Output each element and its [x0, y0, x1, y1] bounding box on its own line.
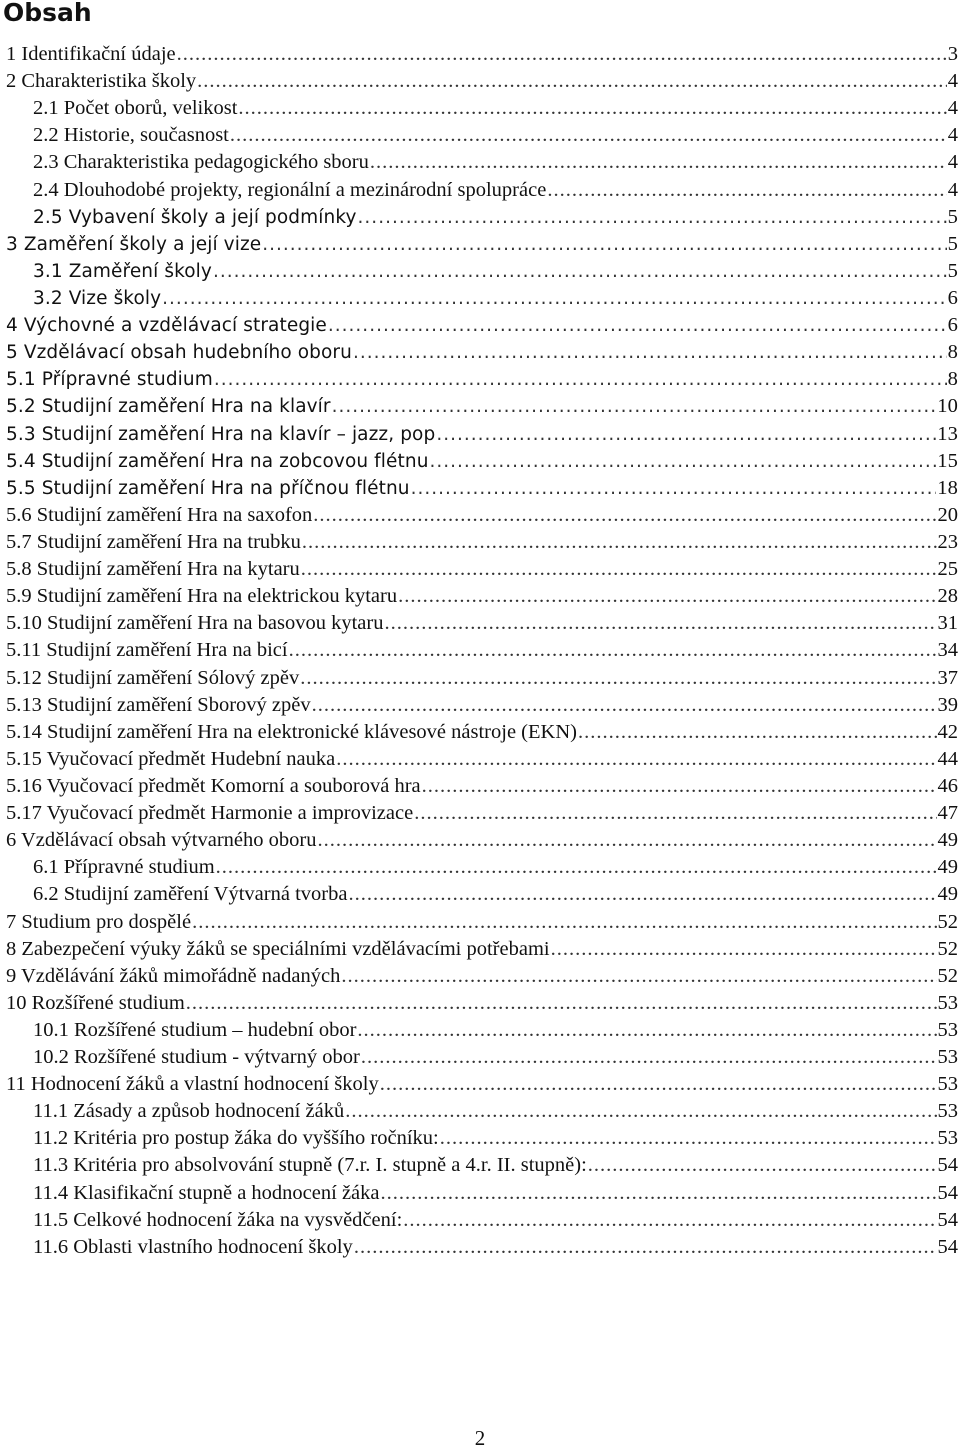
- toc-entry-title: 7 Studium pro dospělé: [6, 910, 192, 933]
- toc-entry[interactable]: [0, 990, 960, 1017]
- dot-leader: [370, 149, 947, 176]
- toc-entry-page: 53: [937, 1018, 958, 1041]
- toc-entry-title: 6.2 Studijní zaměření Výtvarná tvorba: [33, 883, 348, 906]
- toc-entry-page: 20: [937, 503, 958, 526]
- toc-entry-title: 5.6 Studijní zaměření Hra na saxofon: [6, 503, 313, 526]
- toc-entry[interactable]: [0, 285, 960, 312]
- dot-leader: [411, 475, 937, 502]
- toc-entry-title: 5.17 Vyučovací předmět Harmonie a improvizace: [6, 802, 414, 825]
- dot-leader: [214, 366, 947, 393]
- toc-entry-page: 49: [937, 829, 958, 852]
- toc-entry-page: 34: [937, 639, 958, 662]
- toc-entry-title: 5.7 Studijní zaměření Hra na trubku: [6, 530, 301, 553]
- toc-entry-page: 39: [937, 693, 958, 716]
- toc-entry-page: 49: [937, 883, 958, 906]
- toc-entry-title: 5.10 Studijní zaměření Hra na basovou kytaru: [6, 612, 384, 635]
- toc-entry-page: 54: [937, 1154, 958, 1177]
- toc-entry[interactable]: [0, 1071, 960, 1098]
- toc-entry-title: 5.11 Studijní zaměření Hra na bicí: [6, 639, 288, 662]
- toc-entry[interactable]: [0, 1180, 960, 1207]
- toc-entry[interactable]: [0, 936, 960, 963]
- toc-entry[interactable]: [0, 746, 960, 773]
- toc-entry-title: 11.5 Celkové hodnocení žáka na vysvědčení:: [33, 1208, 403, 1231]
- toc-entry-page: 31: [937, 612, 958, 635]
- toc-entry[interactable]: [0, 1044, 960, 1071]
- dot-leader: [578, 719, 937, 746]
- dot-leader: [341, 963, 936, 990]
- toc-entry-page: 3: [947, 43, 958, 65]
- toc-entry-title: 5.4 Studijní zaměření Hra na zobcovou flétnu: [6, 450, 429, 472]
- toc-entry-page: 6: [947, 314, 958, 337]
- toc-entry-page: 4: [947, 124, 958, 147]
- dot-leader: [230, 122, 947, 149]
- dot-leader: [588, 1152, 937, 1179]
- toc-entry-page: 54: [937, 1208, 958, 1231]
- dot-leader: [430, 448, 937, 475]
- toc-entry[interactable]: [0, 475, 960, 502]
- toc-entry-page: 47: [937, 802, 958, 825]
- toc-entry-title: 2.4 Dlouhodobé projekty, regionální a mezinárodní spolupráce: [33, 178, 547, 201]
- toc-entry[interactable]: [0, 95, 960, 122]
- toc-entry-page: 4: [947, 151, 958, 174]
- toc-entry[interactable]: [0, 665, 960, 692]
- toc-entry[interactable]: [0, 68, 960, 95]
- dot-leader: [422, 773, 937, 800]
- dot-leader: [551, 936, 937, 963]
- toc-entry[interactable]: [0, 610, 960, 637]
- dot-leader: [300, 665, 936, 692]
- toc-entry[interactable]: [0, 41, 960, 68]
- dot-leader: [213, 258, 947, 285]
- page-title: Obsah: [3, 0, 92, 27]
- toc-entry-page: 44: [937, 747, 958, 770]
- dot-leader: [289, 637, 937, 664]
- toc-entry-title: 1 Identifikační údaje: [6, 43, 176, 65]
- toc-entry[interactable]: [0, 637, 960, 664]
- toc-entry[interactable]: [0, 827, 960, 854]
- dot-leader: [357, 1017, 936, 1044]
- dot-leader: [381, 1180, 937, 1207]
- toc-entry-title: 2.2 Historie, současnost: [33, 124, 229, 147]
- toc-entry[interactable]: [0, 122, 960, 149]
- toc-entry-page: 6: [947, 286, 958, 309]
- dot-leader: [216, 854, 937, 881]
- toc-entry-page: 46: [937, 774, 958, 797]
- toc-entry-page: 5: [947, 205, 958, 228]
- toc-entry-title: 5.8 Studijní zaměření Hra na kytaru: [6, 558, 300, 581]
- toc-entry-title: 5.15 Vyučovací předmět Hudební nauka: [6, 747, 336, 770]
- toc-entry-page: 5: [947, 232, 958, 255]
- dot-leader: [192, 909, 936, 936]
- toc-entry-title: 5.5 Studijní zaměření Hra na příčnou flétnu: [6, 477, 410, 499]
- toc-entry-page: 53: [937, 1127, 958, 1150]
- toc-entry-title: 4 Výchovné a vzdělávací strategie: [6, 315, 327, 337]
- toc-entry[interactable]: [0, 312, 960, 339]
- dot-leader: [345, 1098, 936, 1125]
- dot-leader: [403, 1207, 936, 1234]
- dot-leader: [336, 746, 936, 773]
- toc-entry-title: 11.3 Kritéria pro absolvování stupně (7.r. I. stupně a 4.r. II. stupně):: [33, 1154, 587, 1177]
- toc-entry[interactable]: [0, 1152, 960, 1179]
- toc-entry[interactable]: [0, 1125, 960, 1152]
- toc-entry[interactable]: [0, 448, 960, 475]
- toc-entry[interactable]: [0, 421, 960, 448]
- toc-entry-page: 37: [937, 666, 958, 689]
- toc-entry-page: 8: [947, 341, 958, 364]
- toc-entry-title: 11 Hodnocení žáků a vlastní hodnocení školy: [6, 1073, 379, 1096]
- toc-entry-page: 52: [937, 964, 958, 987]
- dot-leader: [177, 41, 947, 68]
- toc-entry[interactable]: [0, 1234, 960, 1261]
- table-of-contents: [0, 41, 960, 1261]
- toc-entry-page: 52: [937, 937, 958, 960]
- dot-leader: [238, 95, 946, 122]
- dot-leader: [197, 68, 947, 95]
- dot-leader: [262, 231, 946, 258]
- toc-entry-title: 5.16 Vyučovací předmět Komorní a souborová hra: [6, 774, 421, 797]
- toc-entry[interactable]: [0, 854, 960, 881]
- toc-entry-title: 11.4 Klasifikační stupně a hodnocení žáka: [33, 1181, 380, 1204]
- toc-entry[interactable]: [0, 583, 960, 610]
- dot-leader: [414, 800, 936, 827]
- page-number: 2: [474, 1426, 486, 1450]
- toc-entry-page: 28: [937, 585, 958, 608]
- dot-leader: [317, 827, 936, 854]
- toc-entry-page: 18: [937, 476, 958, 499]
- toc-entry[interactable]: [0, 963, 960, 990]
- toc-entry[interactable]: [0, 556, 960, 583]
- toc-entry-title: 10 Rozšířené studium: [6, 991, 185, 1014]
- toc-entry[interactable]: [0, 719, 960, 746]
- toc-entry[interactable]: [0, 177, 960, 204]
- dot-leader: [354, 1234, 937, 1261]
- toc-entry-page: 10: [937, 395, 958, 418]
- toc-entry-title: 2 Charakteristika školy: [6, 70, 197, 93]
- toc-entry-page: 53: [937, 1073, 958, 1096]
- toc-entry[interactable]: [0, 909, 960, 936]
- toc-entry-page: 5: [947, 259, 958, 282]
- toc-entry-title: 5.14 Studijní zaměření Hra na elektronické klávesové nástroje (EKN): [6, 720, 577, 743]
- dot-leader: [380, 1071, 937, 1098]
- dot-leader: [348, 881, 936, 908]
- toc-entry-page: 54: [937, 1181, 958, 1204]
- toc-entry[interactable]: [0, 692, 960, 719]
- toc-entry-title: 3 Zaměření školy a její vize: [6, 233, 262, 255]
- toc-entry-page: 15: [937, 449, 958, 472]
- toc-entry[interactable]: [0, 366, 960, 393]
- dot-leader: [162, 285, 946, 312]
- toc-entry[interactable]: [0, 1098, 960, 1125]
- dot-leader: [384, 610, 936, 637]
- toc-entry-page: 53: [937, 1046, 958, 1069]
- toc-entry-title: 9 Vzdělávání žáků mimořádně nadaných: [6, 964, 341, 987]
- toc-entry-page: 53: [937, 991, 958, 1014]
- toc-entry-page: 42: [937, 720, 958, 743]
- toc-entry-page: 23: [937, 530, 958, 553]
- toc-entry[interactable]: [0, 1207, 960, 1234]
- toc-entry-page: 25: [937, 558, 958, 581]
- toc-entry[interactable]: [0, 393, 960, 420]
- toc-entry[interactable]: [0, 773, 960, 800]
- toc-entry[interactable]: [0, 502, 960, 529]
- dot-leader: [313, 502, 936, 529]
- toc-entry-page: 13: [937, 422, 958, 445]
- toc-entry[interactable]: [0, 258, 960, 285]
- toc-entry-title: 5.9 Studijní zaměření Hra na elektrickou kytaru: [6, 585, 398, 608]
- toc-entry-title: 5.1 Přípravné studium: [6, 369, 213, 391]
- toc-entry-title: 2.3 Charakteristika pedagogického sboru: [33, 151, 369, 174]
- toc-entry[interactable]: [0, 1017, 960, 1044]
- dot-leader: [361, 1044, 937, 1071]
- toc-entry-page: 54: [937, 1235, 958, 1258]
- toc-entry-title: 3.1 Zaměření školy: [33, 260, 212, 282]
- dot-leader: [312, 692, 937, 719]
- toc-entry[interactable]: [0, 529, 960, 556]
- toc-entry[interactable]: [0, 231, 960, 258]
- toc-entry-title: 5.3 Studijní zaměření Hra na klavír – jazz, pop: [6, 423, 436, 445]
- toc-entry-title: 11.6 Oblasti vlastního hodnocení školy: [33, 1235, 353, 1258]
- toc-entry[interactable]: [0, 149, 960, 176]
- toc-entry-title: 2.5 Vybavení školy a její podmínky: [33, 206, 357, 228]
- toc-entry[interactable]: [0, 339, 960, 366]
- dot-leader: [328, 312, 947, 339]
- toc-entry-title: 6 Vzdělávací obsah výtvarného oboru: [6, 829, 317, 852]
- dot-leader: [398, 583, 936, 610]
- toc-entry[interactable]: [0, 204, 960, 231]
- toc-entry-title: 5 Vzdělávací obsah hudebního oboru: [6, 342, 352, 364]
- toc-entry-title: 2.1 Počet oborů, velikost: [33, 97, 238, 120]
- toc-entry[interactable]: [0, 800, 960, 827]
- toc-entry-page: 53: [937, 1100, 958, 1123]
- toc-entry-title: 10.1 Rozšířené studium – hudební obor: [33, 1018, 357, 1041]
- toc-entry-page: 4: [947, 178, 958, 201]
- toc-entry-title: 5.2 Studijní zaměření Hra na klavír: [6, 396, 331, 418]
- toc-entry-title: 5.12 Studijní zaměření Sólový zpěv: [6, 666, 300, 689]
- dot-leader: [353, 339, 947, 366]
- toc-entry-title: 8 Zabezpečení výuky žáků se speciálními vzdělávacími potřebami: [6, 937, 550, 960]
- dot-leader: [436, 421, 936, 448]
- toc-entry[interactable]: [0, 881, 960, 908]
- dot-leader: [302, 529, 937, 556]
- dot-leader: [301, 556, 937, 583]
- dot-leader: [547, 177, 946, 204]
- toc-entry-title: 11.2 Kritéria pro postup žáka do vyššího ročníku:: [33, 1127, 439, 1150]
- toc-entry-page: 4: [947, 97, 958, 120]
- toc-entry-title: 6.1 Přípravné studium: [33, 856, 215, 879]
- toc-entry-page: 4: [947, 70, 958, 93]
- toc-entry-title: 5.13 Studijní zaměření Sborový zpěv: [6, 693, 311, 716]
- dot-leader: [440, 1125, 937, 1152]
- dot-leader: [332, 393, 937, 420]
- toc-entry-page: 52: [937, 910, 958, 933]
- toc-entry-title: 3.2 Vize školy: [33, 287, 162, 309]
- toc-entry-page: 49: [937, 856, 958, 879]
- dot-leader: [358, 204, 947, 231]
- dot-leader: [186, 990, 937, 1017]
- toc-entry-title: 10.2 Rozšířené studium - výtvarný obor: [33, 1046, 360, 1069]
- toc-entry-title: 11.1 Zásady a způsob hodnocení žáků: [33, 1100, 345, 1123]
- toc-entry-page: 8: [947, 368, 958, 391]
